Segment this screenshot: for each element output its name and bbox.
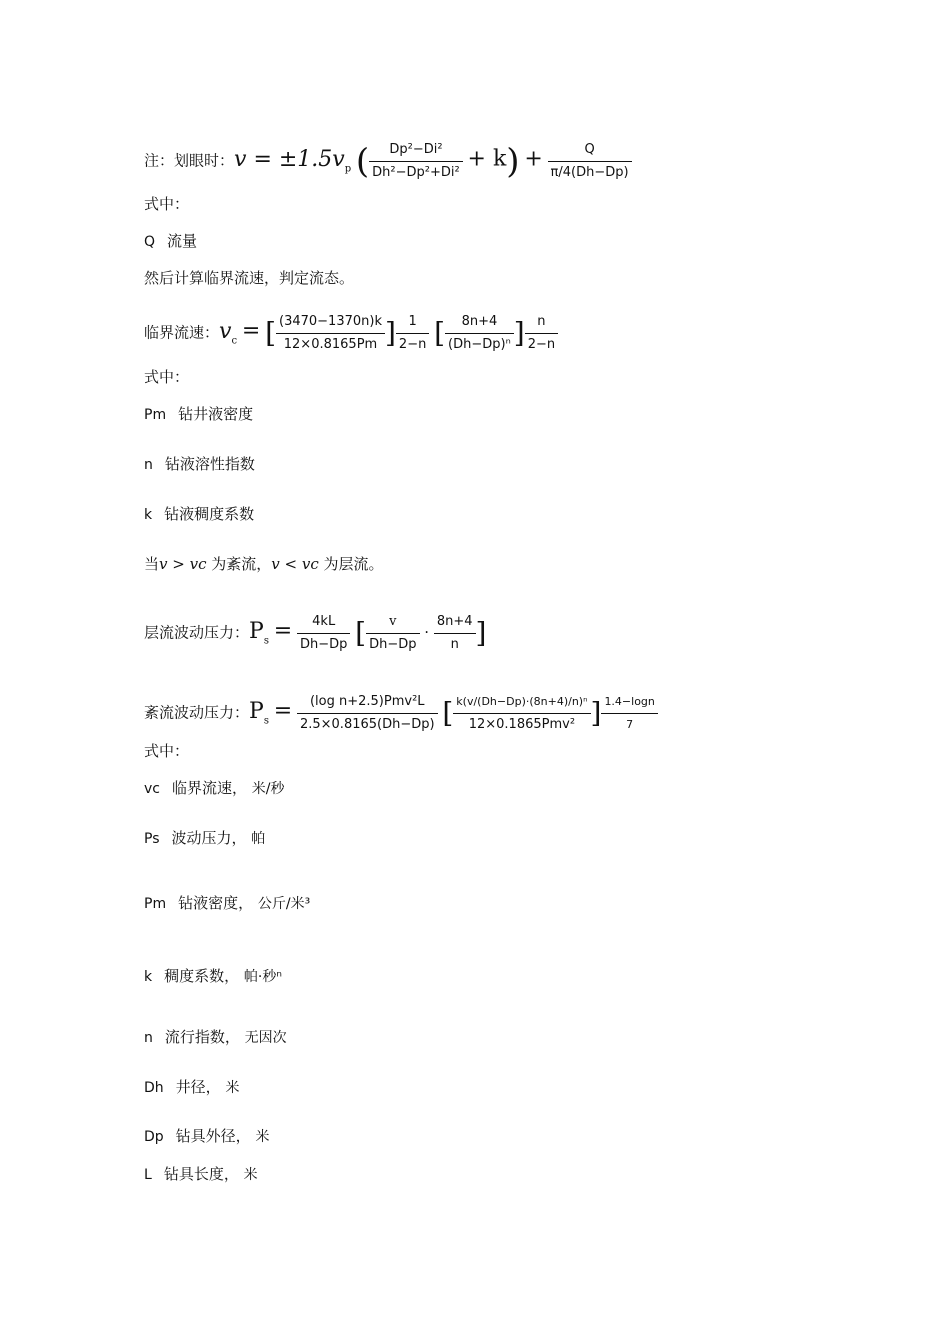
note-line: 注：划眼时：$v = \pm 1.5v_p$ ( $\frac{\text{Dp²−Di²}}{\text{Dh²−Dp²+Di²}}$ + k) + $\frac{Q}{\pi/4(Dh-Dp)}$ xyxy=(144,140,632,183)
vc-lhs: $v_c$ xyxy=(219,318,238,346)
def-description: 临界流速， xyxy=(171,779,247,797)
def-unit: 帕·秒ⁿ xyxy=(243,969,282,985)
q-symbol: Q xyxy=(144,234,156,250)
turbulent-fraction-1: $\frac{\text{(log n+2.5)Pmv²L}}{2.5\times 0.8165(Dh-Dp)}$ xyxy=(297,692,438,735)
laminar-dot: · xyxy=(424,623,430,642)
def-symbol: n xyxy=(144,1030,153,1046)
def-symbol: Ps xyxy=(144,831,160,847)
where-label-1: 式中： xyxy=(144,195,190,213)
def-description: 流行指数， xyxy=(164,1028,240,1046)
note-prefix: 注：划眼时： xyxy=(144,151,235,170)
turbulent-label: 紊流波动压力： xyxy=(144,703,250,722)
n-symbol: n xyxy=(144,457,153,473)
pm-definition xyxy=(144,404,253,425)
laminar-lhs: $P_s$ xyxy=(249,618,269,646)
def-symbol: Pm xyxy=(144,896,167,912)
def-description: 钻具长度， xyxy=(163,1165,239,1183)
def-description: 稠度系数， xyxy=(164,967,240,985)
def-symbol: vc xyxy=(144,781,160,797)
laminar-label: 层流波动压力： xyxy=(144,623,250,642)
vc-line: 临界流速：$v_c$ = [ $\frac{(3470-1370n)k}{12\times 0.8165Pm}$ ] $\frac{1}{2-n}$ [ $\frac{8n+4}{\text{(Dh−Dp)ⁿ}}$ ] $\frac{n}{2-n}$ xyxy=(144,312,558,355)
n-description: 钻液溶性指数 xyxy=(164,455,255,473)
laminar-fraction-2: $\frac{v}{Dh-Dp}$ xyxy=(366,612,419,655)
cond-turbulent: 为紊流， xyxy=(211,555,272,573)
k-symbol: k xyxy=(144,507,153,523)
def-unit: 无因次 xyxy=(244,1030,287,1046)
vc-exponent-2: $\frac{n}{2-n}$ xyxy=(525,312,558,355)
def-symbol: k xyxy=(144,969,153,985)
flow-condition xyxy=(144,554,384,574)
def-row xyxy=(144,1164,258,1185)
turbulent-fraction-2: $\frac{\text{k(v/(Dh−Dp)·(8n+4)/n)ⁿ}}{\text{12×0.1865Pmv²}}$ xyxy=(453,692,590,735)
def-row xyxy=(144,966,282,987)
where-label-3: 式中： xyxy=(144,742,190,760)
def-unit: 米 xyxy=(225,1080,240,1096)
def-unit: 米 xyxy=(243,1167,258,1183)
def-symbol: Dh xyxy=(144,1080,164,1096)
def-row xyxy=(144,1027,287,1048)
laminar-fraction-1: $\frac{4kL}{Dh-Dp}$ xyxy=(297,612,350,655)
def-unit: 公斤/米³ xyxy=(257,896,311,912)
k-description: 钻液稠度系数 xyxy=(164,505,255,523)
pm-description: 钻井液密度 xyxy=(178,405,254,423)
note-plus-k: + k xyxy=(467,146,507,172)
cond-gt: v > vc xyxy=(159,555,207,573)
cond-lt: v < vc xyxy=(271,555,319,573)
vc-fraction-2: $\frac{8n+4}{\text{(Dh−Dp)ⁿ}}$ xyxy=(445,312,514,355)
q-description: 流量 xyxy=(167,232,198,250)
def-description: 钻液密度， xyxy=(178,894,254,912)
vc-exponent-1: $\frac{1}{2-n}$ xyxy=(396,312,429,355)
def-row xyxy=(144,778,285,799)
def-symbol: Dp xyxy=(144,1129,164,1145)
where-label-2: 式中： xyxy=(144,368,190,386)
then-text: 然后计算临界流速，判定流态。 xyxy=(144,269,355,287)
note-fraction: $\frac{\text{Dp²−Di²}}{\text{Dh²−Dp²+Di²}}$ xyxy=(369,140,463,183)
k-definition xyxy=(144,504,254,525)
turbulent-lhs: $P_s$ xyxy=(249,698,269,726)
def-row xyxy=(144,1126,269,1147)
def-row xyxy=(144,1077,239,1098)
def-unit: 米/秒 xyxy=(251,781,285,797)
def-row xyxy=(144,828,265,849)
def-symbol: L xyxy=(144,1167,152,1183)
laminar-eq: = xyxy=(273,618,293,644)
def-description: 井径， xyxy=(175,1078,221,1096)
n-definition xyxy=(144,454,255,475)
note-q-fraction: $\frac{Q}{\pi/4(Dh-Dp)}$ xyxy=(548,140,632,183)
note-formula-lhs: $v = \pm 1.5v_p$ xyxy=(234,146,352,174)
laminar-line: 层流波动压力：$P_s$ = $\frac{4kL}{Dh-Dp}$ [ $\frac{v}{Dh-Dp}$ · $\frac{8n+4}{n}$ ] xyxy=(144,612,486,655)
def-row xyxy=(144,893,310,914)
def-description: 钻具外径， xyxy=(175,1127,251,1145)
turbulent-line: 紊流波动压力：$P_s$ = $\frac{\text{(log n+2.5)Pmv²L}}{2.5\times 0.8165(Dh-Dp)}$ [ $\frac{\text{k(v/(Dh−Dp)·(8n+4)/n)ⁿ}}{\text{12×0.1865Pmv²}}$ ] $\frac{1.4-\log n}{7}$ xyxy=(144,692,658,735)
vc-label: 临界流速： xyxy=(144,323,220,342)
laminar-fraction-3: $\frac{8n+4}{n}$ xyxy=(434,612,476,655)
def-unit: 帕 xyxy=(251,831,266,847)
def-description: 波动压力， xyxy=(171,829,247,847)
turbulent-exponent: $\frac{1.4-\log n}{7}$ xyxy=(601,692,657,735)
vc-fraction-1: $\frac{(3470-1370n)k}{12\times 0.8165Pm}$ xyxy=(276,312,385,355)
turbulent-eq: = xyxy=(273,698,293,724)
vc-eq: = xyxy=(241,318,261,344)
pm-symbol: Pm xyxy=(144,407,167,423)
note-plus: + xyxy=(524,146,543,172)
def-unit: 米 xyxy=(255,1129,270,1145)
cond-when: 当 xyxy=(144,555,160,573)
q-definition xyxy=(144,231,197,252)
cond-laminar: 为层流。 xyxy=(323,555,384,573)
